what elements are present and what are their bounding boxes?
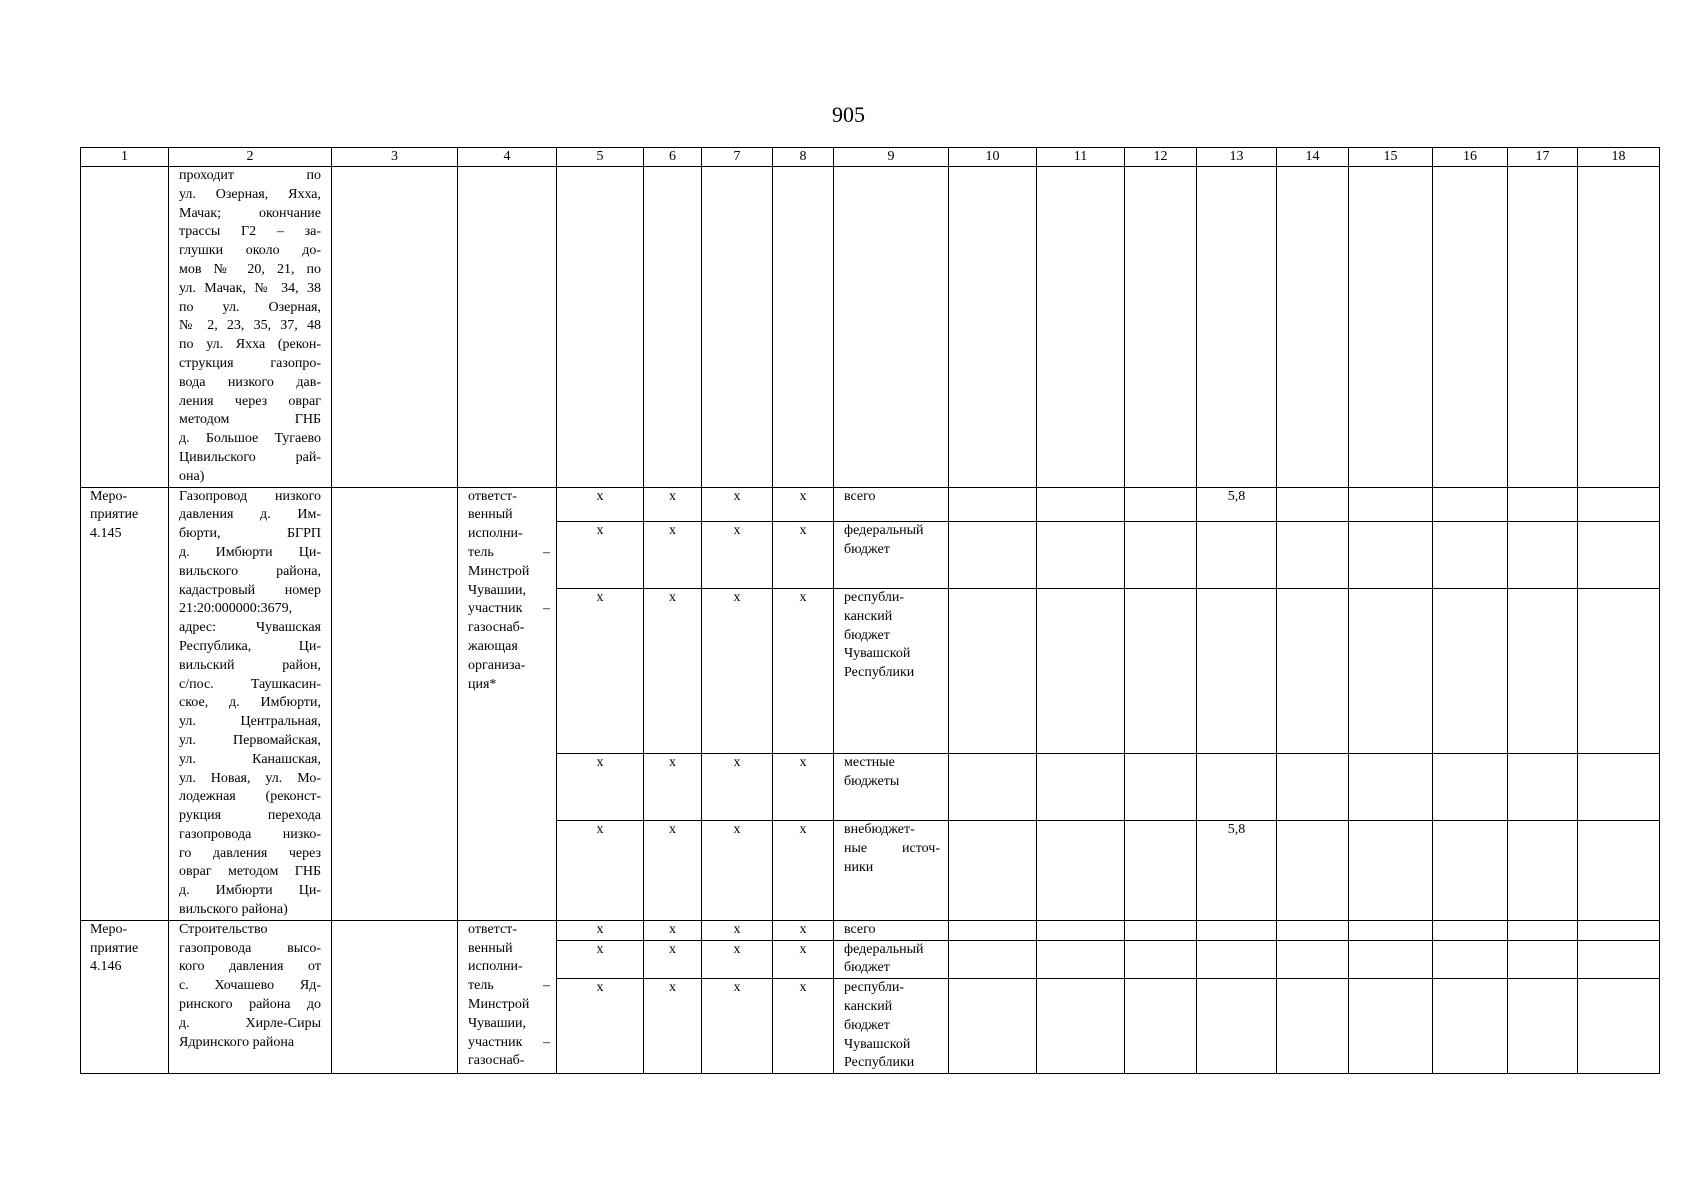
- cell-col-7: [702, 167, 773, 488]
- column-header-17: 17: [1508, 148, 1578, 167]
- mark-cell: x: [644, 521, 702, 588]
- text-line: вода низкого дав-: [179, 374, 321, 390]
- value-cell-col-14: [1277, 589, 1349, 754]
- text-line: исполни-: [468, 526, 523, 542]
- value-cell-col-14: [1277, 979, 1349, 1074]
- value-cell-col-15: [1349, 979, 1433, 1074]
- mark-cell: x: [702, 521, 773, 588]
- text-line: ления через овраг: [179, 393, 321, 409]
- value-cell-col-16: [1433, 487, 1508, 521]
- text-line: Мачак; окончание: [179, 205, 321, 221]
- value-cell-col-10: [949, 979, 1037, 1074]
- text-line: республи-: [844, 590, 904, 605]
- text-line: д. Большое Тугаево: [179, 431, 321, 447]
- funding-source: [834, 521, 949, 588]
- text-line: Газопровод низкого: [179, 488, 321, 504]
- cell-col-10: [949, 167, 1037, 488]
- value-cell-col-12: [1125, 940, 1197, 979]
- mark-cell: x: [557, 521, 644, 588]
- value-cell-col-10: [949, 940, 1037, 979]
- column-header-7: 7: [702, 148, 773, 167]
- value-cell-col-13: [1197, 589, 1277, 754]
- text-line: трассы Г2 – за-: [179, 224, 321, 240]
- value-cell-col-18: [1578, 979, 1660, 1074]
- value-cell-col-17: [1508, 821, 1578, 921]
- value-cell-col-13: 5,8: [1197, 821, 1277, 921]
- text-line: ные источ-: [844, 840, 940, 856]
- mark-cell: x: [773, 821, 834, 921]
- text-line: с/пос. Таушкасин-: [179, 676, 321, 692]
- value-cell-col-15: [1349, 589, 1433, 754]
- event-executor: [458, 487, 557, 920]
- funding-source: [834, 821, 949, 921]
- value-cell-col-10: [949, 821, 1037, 921]
- column-header-3: 3: [332, 148, 458, 167]
- text-line: местные: [844, 755, 895, 771]
- text-line: Ядринского района: [179, 1034, 295, 1050]
- column-header-6: 6: [644, 148, 702, 167]
- text-line: бюджеты: [844, 773, 900, 789]
- value-cell-col-18: [1578, 920, 1660, 940]
- value-cell-col-14: [1277, 521, 1349, 588]
- value-cell-col-17: [1508, 940, 1578, 979]
- text-line: по ул. Яхха (рекон-: [179, 337, 321, 353]
- funding-source: [834, 979, 949, 1074]
- header-row: [81, 148, 1660, 167]
- cell-col-3: [332, 920, 458, 1073]
- text-line: ответст-: [468, 921, 517, 937]
- text-line: венный: [468, 507, 513, 523]
- text-line: ул. Новая, ул. Мо-: [179, 770, 321, 786]
- mark-cell: x: [773, 589, 834, 754]
- cell-col-4: [458, 167, 557, 488]
- text-line: участник –: [468, 1034, 550, 1050]
- column-header-4: 4: [458, 148, 557, 167]
- column-header-15: 15: [1349, 148, 1433, 167]
- value-cell-col-18: [1578, 589, 1660, 754]
- value-cell-col-15: [1349, 920, 1433, 940]
- value-cell-col-12: [1125, 920, 1197, 940]
- text-line: ответст-: [468, 488, 517, 504]
- text-line: организа-: [468, 657, 526, 673]
- value-cell-col-16: [1433, 821, 1508, 921]
- value-cell-col-13: 5,8: [1197, 487, 1277, 521]
- column-header-8: 8: [773, 148, 834, 167]
- value-cell-col-11: [1037, 589, 1125, 754]
- mark-cell: x: [773, 920, 834, 940]
- text-line: 4.146: [90, 959, 122, 975]
- value-cell-col-11: [1037, 487, 1125, 521]
- continuation-row: [81, 167, 1660, 488]
- value-cell-col-18: [1578, 521, 1660, 588]
- program-table: [80, 147, 1660, 1074]
- value-cell-col-17: [1508, 920, 1578, 940]
- value-cell-col-11: [1037, 920, 1125, 940]
- cell-col-8: [773, 167, 834, 488]
- value-cell-col-18: [1578, 821, 1660, 921]
- mark-cell: x: [557, 920, 644, 940]
- mark-cell: x: [773, 521, 834, 588]
- column-header-2: 2: [169, 148, 332, 167]
- value-cell-col-16: [1433, 754, 1508, 821]
- value-cell-col-10: [949, 487, 1037, 521]
- text-line: д. Имбюрти Ци-: [179, 544, 321, 560]
- column-header-10: 10: [949, 148, 1037, 167]
- value-cell-col-17: [1508, 979, 1578, 1074]
- value-cell-col-13: [1197, 920, 1277, 940]
- text-line: всего: [844, 488, 876, 504]
- mark-cell: x: [557, 487, 644, 521]
- event-executor: [458, 920, 557, 1073]
- event-description: [169, 920, 332, 1073]
- cell-col-1: [81, 167, 169, 488]
- value-cell-col-12: [1125, 589, 1197, 754]
- text-line: ники: [844, 859, 874, 875]
- text-line: адрес: Чувашская: [179, 620, 321, 636]
- column-header-9: 9: [834, 148, 949, 167]
- table-row: [81, 487, 1660, 521]
- value-cell-col-15: [1349, 754, 1433, 821]
- value-cell-col-17: [1508, 487, 1578, 521]
- value-cell-col-14: [1277, 754, 1349, 821]
- text-line: глушки около до-: [179, 243, 321, 259]
- text-line: всего: [844, 921, 876, 937]
- cell-col-5: [557, 167, 644, 488]
- text-line: ское, д. Имбюрти,: [179, 695, 321, 711]
- text-line: бюджет: [844, 960, 890, 976]
- text-line: ул. Первомайская,: [179, 732, 321, 748]
- funding-source: [834, 920, 949, 940]
- cell-col-17: [1508, 167, 1578, 488]
- value-cell-col-12: [1125, 979, 1197, 1074]
- mark-cell: x: [557, 754, 644, 821]
- mark-cell: x: [644, 920, 702, 940]
- text-line: приятие: [90, 940, 139, 956]
- cell-col-15: [1349, 167, 1433, 488]
- text-line: Цивильского рай-: [179, 449, 321, 465]
- text-line: республи-: [844, 980, 904, 996]
- text-line: Минстрой: [468, 563, 530, 579]
- text-line: 21:20:000000:3679,: [179, 601, 293, 617]
- value-cell-col-12: [1125, 754, 1197, 821]
- text-line: кадастровый номер: [179, 582, 321, 598]
- value-cell-col-15: [1349, 487, 1433, 521]
- text-line: ция*: [468, 676, 497, 692]
- text-line: жающая: [468, 638, 518, 654]
- value-cell-col-15: [1349, 940, 1433, 979]
- text-line: № 2, 23, 35, 37, 48: [179, 318, 321, 334]
- mark-cell: x: [702, 754, 773, 821]
- column-header-18: 18: [1578, 148, 1660, 167]
- value-cell-col-11: [1037, 521, 1125, 588]
- funding-source: [834, 487, 949, 521]
- text-line: мов № 20, 21, по: [179, 261, 321, 277]
- value-cell-col-16: [1433, 979, 1508, 1074]
- cell-col-3: [332, 167, 458, 488]
- mark-cell: x: [773, 979, 834, 1074]
- value-cell-col-14: [1277, 821, 1349, 921]
- funding-source: [834, 754, 949, 821]
- text-line: с. Хочашево Яд-: [179, 978, 321, 994]
- mark-cell: x: [644, 979, 702, 1074]
- value-cell-col-10: [949, 920, 1037, 940]
- value-cell-col-13: [1197, 940, 1277, 979]
- event-description: [169, 487, 332, 920]
- text-line: она): [179, 468, 205, 484]
- text-line: Чувашской: [844, 646, 911, 662]
- value-cell-col-13: [1197, 754, 1277, 821]
- mark-cell: x: [702, 979, 773, 1074]
- mark-cell: x: [644, 487, 702, 521]
- cell-col-14: [1277, 167, 1349, 488]
- value-cell-col-11: [1037, 940, 1125, 979]
- mark-cell: x: [644, 940, 702, 979]
- mark-cell: x: [557, 821, 644, 921]
- text-line: вильского района,: [179, 563, 321, 579]
- text-line: струкция газопро-: [179, 355, 321, 371]
- text-line: исполни-: [468, 959, 523, 975]
- mark-cell: x: [702, 589, 773, 754]
- text-line: Республика, Ци-: [179, 638, 321, 654]
- text-line: Республики: [844, 665, 915, 681]
- mark-cell: x: [644, 589, 702, 754]
- value-cell-col-11: [1037, 821, 1125, 921]
- text-line: проходит по: [179, 168, 321, 183]
- text-line: рукция перехода: [179, 808, 321, 824]
- value-cell-col-13: [1197, 979, 1277, 1074]
- text-line: канский: [844, 608, 893, 624]
- column-header-11: 11: [1037, 148, 1125, 167]
- value-cell-col-15: [1349, 821, 1433, 921]
- column-header-5: 5: [557, 148, 644, 167]
- funding-source: [834, 589, 949, 754]
- column-header-16: 16: [1433, 148, 1508, 167]
- text-line: Чувашии,: [468, 582, 527, 598]
- value-cell-col-14: [1277, 920, 1349, 940]
- value-cell-col-10: [949, 754, 1037, 821]
- text-line: ул. Канашская,: [179, 751, 321, 767]
- cell-col-12: [1125, 167, 1197, 488]
- mark-cell: x: [702, 487, 773, 521]
- value-cell-col-16: [1433, 589, 1508, 754]
- event-label: [81, 920, 169, 1073]
- text-line: Республики: [844, 1055, 915, 1071]
- value-cell-col-18: [1578, 487, 1660, 521]
- mark-cell: x: [773, 940, 834, 979]
- text-line: газоснаб-: [468, 1053, 525, 1069]
- value-cell-col-11: [1037, 979, 1125, 1074]
- text-line: венный: [468, 940, 513, 956]
- column-header-14: 14: [1277, 148, 1349, 167]
- text-line: бюрти, БГРП: [179, 526, 321, 542]
- text-line: бюджет: [844, 1017, 890, 1033]
- value-cell-col-14: [1277, 487, 1349, 521]
- text-line: внебюджет-: [844, 822, 915, 838]
- text-line: давления д. Им-: [179, 507, 321, 523]
- text-line: тель –: [468, 544, 550, 560]
- cell-col-16: [1433, 167, 1508, 488]
- text-line: Минстрой: [468, 997, 530, 1013]
- table-row: [81, 920, 1660, 940]
- text-line: бюджет: [844, 541, 890, 557]
- value-cell-col-17: [1508, 521, 1578, 588]
- cell-col-3: [332, 487, 458, 920]
- funding-source: [834, 940, 949, 979]
- text-line: кого давления от: [179, 959, 321, 975]
- text-line: д. Имбюрти Ци-: [179, 883, 321, 899]
- value-cell-col-18: [1578, 940, 1660, 979]
- text-line: Строительство: [179, 921, 268, 937]
- text-line: канский: [844, 999, 893, 1015]
- mark-cell: x: [702, 940, 773, 979]
- cell-col-11: [1037, 167, 1125, 488]
- text-line: Меро-: [90, 488, 128, 504]
- text-line: Чувашии,: [468, 1015, 527, 1031]
- text-line: овраг методом ГНБ: [179, 864, 321, 880]
- value-cell-col-16: [1433, 521, 1508, 588]
- column-header-1: 1: [81, 148, 169, 167]
- text-line: ул. Озерная, Яхха,: [179, 186, 321, 202]
- text-line: газопровода низко-: [179, 826, 321, 842]
- value-cell-col-11: [1037, 754, 1125, 821]
- event-label: [81, 487, 169, 920]
- value-cell-col-18: [1578, 754, 1660, 821]
- text-line: газопровода высо-: [179, 940, 321, 956]
- mark-cell: x: [644, 821, 702, 921]
- value-cell-col-13: [1197, 521, 1277, 588]
- text-line: ул. Мачак, № 34, 38: [179, 280, 321, 296]
- text-line: ул. Центральная,: [179, 714, 321, 730]
- value-cell-col-12: [1125, 487, 1197, 521]
- text-line: вильский район,: [179, 657, 321, 673]
- text-line: д. Хирле-Сиры: [179, 1015, 321, 1031]
- text-line: Меро-: [90, 921, 128, 937]
- mark-cell: x: [557, 979, 644, 1074]
- text-line: методом ГНБ: [179, 412, 321, 428]
- value-cell-col-15: [1349, 521, 1433, 588]
- value-cell-col-12: [1125, 521, 1197, 588]
- value-cell-col-12: [1125, 821, 1197, 921]
- text-line: 4.145: [90, 526, 122, 542]
- value-cell-col-10: [949, 521, 1037, 588]
- mark-cell: x: [557, 589, 644, 754]
- column-header-12: 12: [1125, 148, 1197, 167]
- text-line: лодежная (реконст-: [179, 789, 321, 805]
- text-line: вильского района): [179, 902, 288, 918]
- value-cell-col-14: [1277, 940, 1349, 979]
- text-line: федеральный: [844, 941, 924, 957]
- cell-col-9: [834, 167, 949, 488]
- text-line: бюджет: [844, 627, 890, 643]
- value-cell-col-17: [1508, 589, 1578, 754]
- mark-cell: x: [773, 754, 834, 821]
- mark-cell: x: [702, 821, 773, 921]
- text-line: тель –: [468, 978, 550, 994]
- mark-cell: x: [644, 754, 702, 821]
- value-cell-col-16: [1433, 920, 1508, 940]
- mark-cell: x: [773, 487, 834, 521]
- cell-col-18: [1578, 167, 1660, 488]
- cell-col-2: [169, 167, 332, 488]
- page-number: 905: [832, 102, 865, 127]
- text-line: по ул. Озерная,: [179, 299, 321, 315]
- text-line: приятие: [90, 507, 139, 523]
- text-line: ринского района до: [179, 997, 321, 1013]
- value-cell-col-16: [1433, 940, 1508, 979]
- text-line: участник –: [468, 601, 550, 617]
- value-cell-col-17: [1508, 754, 1578, 821]
- value-cell-col-10: [949, 589, 1037, 754]
- mark-cell: x: [702, 920, 773, 940]
- text-line: федеральный: [844, 522, 924, 538]
- cell-col-13: [1197, 167, 1277, 488]
- column-header-13: 13: [1197, 148, 1277, 167]
- text-line: го давления через: [179, 845, 321, 861]
- text-line: газоснаб-: [468, 620, 525, 636]
- text-line: Чувашской: [844, 1036, 911, 1052]
- cell-col-6: [644, 167, 702, 488]
- mark-cell: x: [557, 940, 644, 979]
